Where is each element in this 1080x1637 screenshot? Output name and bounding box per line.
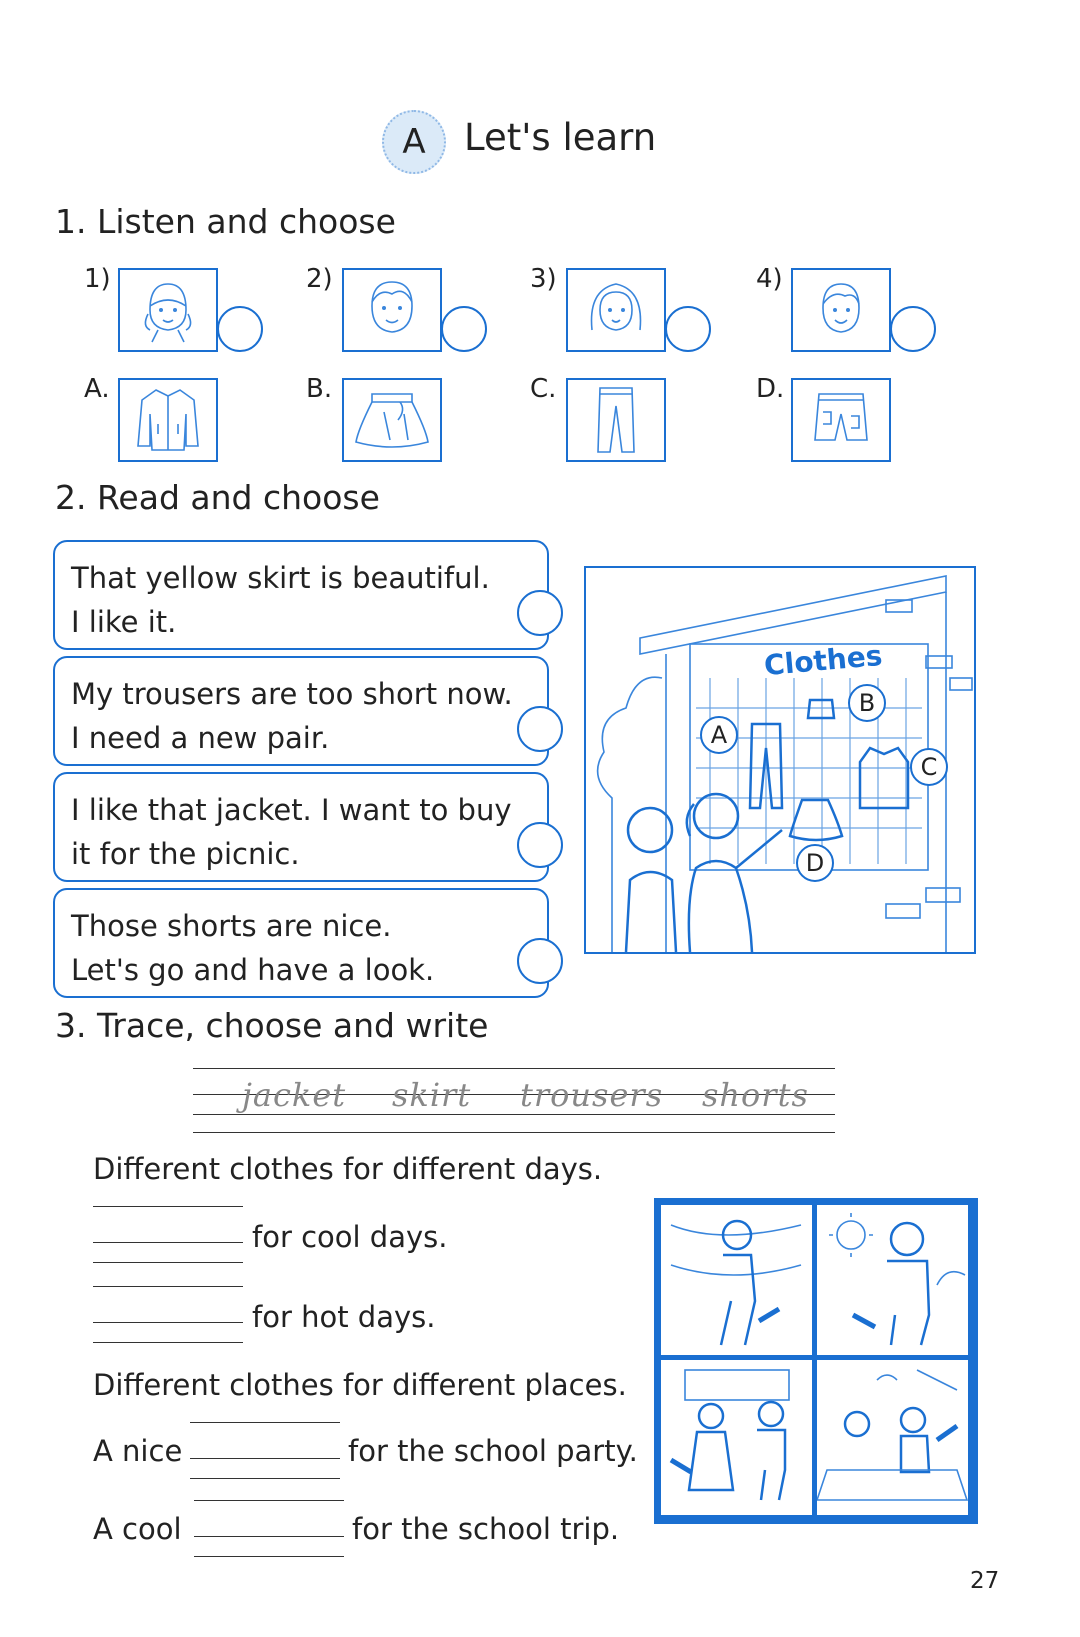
sentence-bubble-2 (53, 656, 549, 766)
sentence-4-answer-circle[interactable] (517, 938, 563, 984)
cool-days-answer-line[interactable] (93, 1242, 243, 1243)
option-box-c (566, 378, 666, 462)
question-box-3 (566, 268, 666, 352)
lesson-badge-letter: A (402, 122, 426, 162)
boy-short-hair-icon (793, 270, 889, 350)
clothes-shop-illustration (584, 566, 976, 954)
option-letter-d: D. (756, 374, 785, 404)
picture-label-d: D (796, 844, 834, 882)
trace-word-skirt: skirt (392, 1076, 472, 1114)
scene-school-trip (817, 1360, 968, 1515)
section2-heading: 2. Read and choose (55, 478, 380, 517)
sentence-1-answer-circle[interactable] (517, 590, 563, 636)
answer-circle-1[interactable] (217, 306, 263, 352)
picture-label-c: C (910, 748, 948, 786)
trace-line-top (193, 1068, 835, 1069)
trousers-icon (568, 380, 664, 460)
days-heading: Different clothes for different days. (93, 1152, 603, 1186)
trace-word-trousers: trousers (520, 1076, 664, 1114)
hot-days-text: for hot days. (252, 1300, 436, 1334)
sentence-bubble-1 (53, 540, 549, 650)
hot-days-answer-line[interactable] (93, 1322, 243, 1323)
trip-line-3 (194, 1556, 344, 1557)
sentence-4-line2: Let's go and have a look. (71, 953, 435, 987)
question-number-3: 3) (530, 264, 557, 294)
places-heading: Different clothes for different places. (93, 1368, 627, 1402)
sentence-bubble-4 (53, 888, 549, 998)
scene-school-party (661, 1360, 812, 1515)
question-number-2: 2) (306, 264, 333, 294)
sentence-1-line1: That yellow skirt is beautiful. (71, 561, 490, 595)
cool-days-text: for cool days. (252, 1220, 448, 1254)
sentence-3-line2: it for the picnic. (71, 837, 300, 871)
answer-circle-2[interactable] (441, 306, 487, 352)
option-letter-c: C. (530, 374, 557, 404)
option-box-d (791, 378, 891, 462)
cool-line-3 (93, 1262, 243, 1263)
scene-windy-day (661, 1205, 812, 1355)
trip-suffix: for the school trip. (352, 1512, 620, 1546)
question-number-1: 1) (84, 264, 111, 294)
girl-short-hair-icon (120, 270, 216, 350)
scenes-panel (654, 1198, 978, 1524)
hot-line-3 (93, 1342, 243, 1343)
option-box-a (118, 378, 218, 462)
answer-circle-4[interactable] (890, 306, 936, 352)
boy-icon (344, 270, 440, 350)
jacket-icon (120, 380, 216, 460)
school-trip-scene (817, 1360, 968, 1515)
lesson-badge (382, 110, 446, 174)
trace-word-jacket: jacket (242, 1076, 347, 1114)
shop-sign: Clothes (762, 638, 884, 683)
sunny-day-scene (817, 1205, 968, 1355)
page-title: Let's learn (464, 116, 657, 159)
sentence-1-line2: I like it. (71, 605, 177, 639)
trace-line-bottom (193, 1132, 835, 1133)
question-box-1 (118, 268, 218, 352)
hot-line-1 (93, 1286, 243, 1287)
answer-circle-3[interactable] (665, 306, 711, 352)
sentence-4-line1: Those shorts are nice. (71, 909, 392, 943)
trace-word-shorts: shorts (702, 1076, 809, 1114)
sentence-2-answer-circle[interactable] (517, 706, 563, 752)
party-prefix: A nice (93, 1434, 183, 1468)
question-box-2 (342, 268, 442, 352)
scene-sunny-day (817, 1205, 968, 1355)
cool-line-1 (93, 1206, 243, 1207)
shorts-icon (793, 380, 889, 460)
party-line-1 (190, 1422, 340, 1423)
sentence-bubble-3 (53, 772, 549, 882)
skirt-icon (344, 380, 440, 460)
girl-long-hair-icon (568, 270, 664, 350)
option-box-b (342, 378, 442, 462)
trip-prefix: A cool (93, 1512, 182, 1546)
section3-heading: 3. Trace, choose and write (55, 1006, 489, 1045)
party-suffix: for the school party. (348, 1434, 638, 1468)
sentence-2-line2: I need a new pair. (71, 721, 330, 755)
sentence-2-line1: My trousers are too short now. (71, 677, 513, 711)
question-number-4: 4) (756, 264, 783, 294)
page-number: 27 (970, 1568, 1000, 1594)
windy-day-scene (661, 1205, 812, 1355)
school-party-scene (661, 1360, 812, 1515)
option-letter-b: B. (306, 374, 333, 404)
picture-label-a: A (700, 716, 738, 754)
trip-answer-line[interactable] (194, 1536, 344, 1537)
question-box-4 (791, 268, 891, 352)
party-answer-line[interactable] (190, 1458, 340, 1459)
picture-label-b: B (848, 684, 886, 722)
sentence-3-answer-circle[interactable] (517, 822, 563, 868)
sentence-3-line1: I like that jacket. I want to buy (71, 793, 512, 827)
trip-line-1 (194, 1500, 344, 1501)
party-line-3 (190, 1478, 340, 1479)
trace-line-base (193, 1114, 835, 1115)
option-letter-a: A. (84, 374, 110, 404)
section1-heading: 1. Listen and choose (55, 202, 396, 241)
